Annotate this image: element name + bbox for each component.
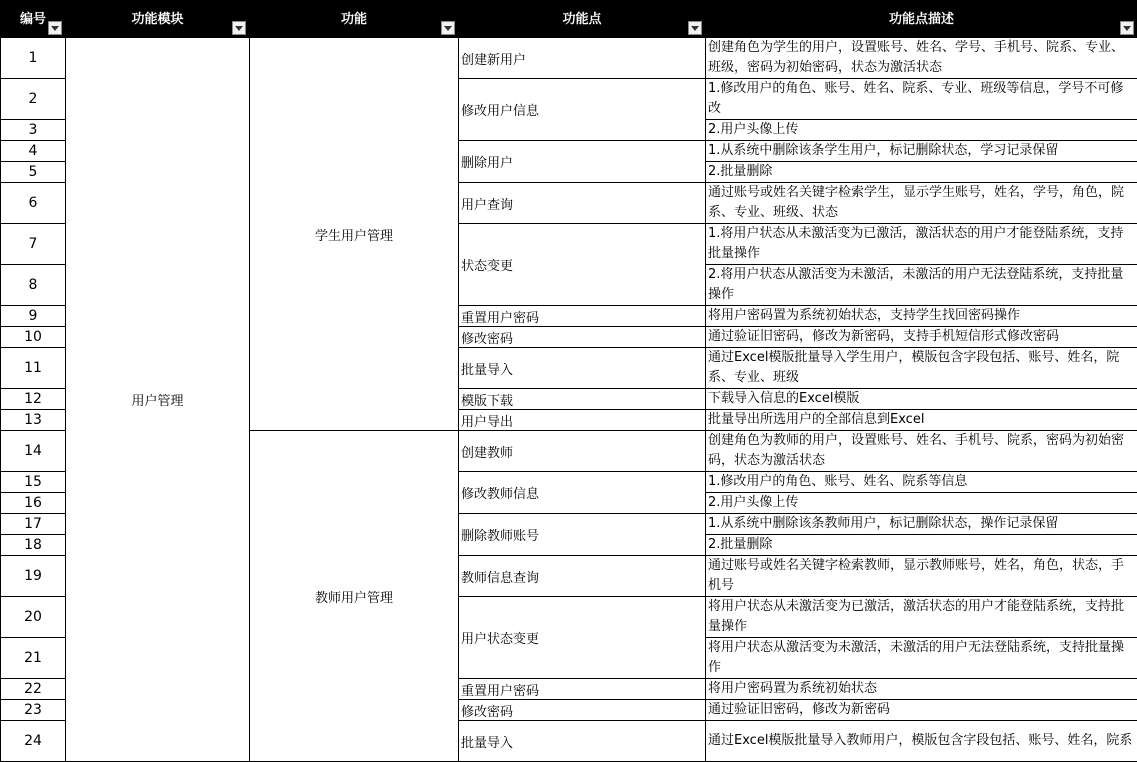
row-number-cell[interactable]: 22 — [1, 679, 66, 700]
function-point-cell[interactable]: 教师信息查询 — [459, 556, 706, 597]
row-number-cell[interactable]: 20 — [1, 597, 66, 638]
description-cell[interactable]: 2.将用户状态从激活变为未激活，未激活的用户无法登陆系统，支持批量操作 — [706, 265, 1137, 306]
filter-dropdown-icon[interactable] — [48, 21, 62, 35]
description-cell[interactable]: 通过验证旧密码，修改为新密码，支持手机短信形式修改密码 — [706, 327, 1137, 348]
description-cell[interactable]: 2.用户头像上传 — [706, 493, 1137, 514]
description-cell[interactable]: 通过账号或姓名关键字检索学生，显示学生账号，姓名，学号，角色，院系、专业、班级、状态 — [706, 183, 1137, 224]
filter-dropdown-icon[interactable] — [688, 21, 702, 35]
row-number-cell[interactable]: 4 — [1, 141, 66, 162]
function-point-cell[interactable]: 删除用户 — [459, 141, 706, 183]
row-number-cell[interactable]: 15 — [1, 472, 66, 493]
row-number-cell[interactable]: 24 — [1, 721, 66, 762]
header-cell-function[interactable] — [250, 1, 459, 38]
description-cell[interactable]: 将用户密码置为系统初始状态，支持学生找回密码操作 — [706, 306, 1137, 327]
header-label: 功能 — [341, 8, 367, 27]
description-cell[interactable]: 2.批量删除 — [706, 535, 1137, 556]
row-number-cell[interactable]: 14 — [1, 431, 66, 472]
description-cell[interactable]: 下载导入信息的Excel模版 — [706, 389, 1137, 410]
row-number-cell[interactable]: 6 — [1, 183, 66, 224]
function-point-cell[interactable]: 用户状态变更 — [459, 597, 706, 679]
description-cell[interactable]: 1.从系统中删除该条学生用户，标记删除状态，学习记录保留 — [706, 141, 1137, 162]
description-cell[interactable]: 2.用户头像上传 — [706, 120, 1137, 141]
header-row — [1, 1, 1137, 38]
function-point-cell[interactable]: 重置用户密码 — [459, 306, 706, 327]
function-point-cell[interactable]: 批量导入 — [459, 721, 706, 762]
function-point-cell[interactable]: 批量导入 — [459, 348, 706, 389]
module-cell[interactable]: 用户管理 — [66, 38, 250, 762]
row-number-cell[interactable]: 1 — [1, 38, 66, 79]
function-point-cell[interactable]: 创建新用户 — [459, 38, 706, 79]
function-point-cell[interactable]: 修改密码 — [459, 700, 706, 721]
row-number-cell[interactable]: 2 — [1, 79, 66, 120]
description-cell[interactable]: 通过Excel模版批量导入学生用户，模版包含字段包括、账号、姓名，院系、专业、班级 — [706, 348, 1137, 389]
row-number-cell[interactable]: 19 — [1, 556, 66, 597]
function-point-cell[interactable]: 用户查询 — [459, 183, 706, 224]
description-cell[interactable]: 通过Excel模版批量导入教师用户，模版包含字段包括、账号、姓名，院系 — [706, 721, 1137, 762]
description-cell[interactable]: 将用户密码置为系统初始状态 — [706, 679, 1137, 700]
row-number-cell[interactable]: 12 — [1, 389, 66, 410]
description-cell[interactable]: 批量导出所选用户的全部信息到Excel — [706, 410, 1137, 431]
description-cell[interactable]: 创建角色为学生的用户，设置账号、姓名、学号、手机号、院系、专业、班级，密码为初始密码，状态为激活状态 — [706, 38, 1137, 79]
description-cell[interactable]: 2.批量删除 — [706, 162, 1137, 183]
row-number-cell[interactable]: 21 — [1, 638, 66, 679]
row-number-cell[interactable]: 23 — [1, 700, 66, 721]
row-number-cell[interactable]: 11 — [1, 348, 66, 389]
header-cell-point[interactable] — [459, 1, 706, 38]
filter-dropdown-icon[interactable] — [441, 21, 455, 35]
header-cell-number[interactable] — [1, 1, 66, 38]
table-row — [1, 38, 1137, 79]
header-cell-module[interactable] — [66, 1, 250, 38]
row-number-cell[interactable]: 17 — [1, 514, 66, 535]
description-cell[interactable]: 通过验证旧密码，修改为新密码 — [706, 700, 1137, 721]
function-point-cell[interactable]: 修改用户信息 — [459, 79, 706, 141]
description-cell[interactable]: 将用户状态从未激活变为已激活，激活状态的用户才能登陆系统，支持批量操作 — [706, 597, 1137, 638]
filter-dropdown-icon[interactable] — [232, 21, 246, 35]
filter-dropdown-icon[interactable] — [1120, 21, 1134, 35]
header-label: 功能点 — [562, 8, 601, 27]
header-cell-description[interactable] — [706, 1, 1137, 38]
description-cell[interactable]: 1.修改用户的角色、账号、姓名、院系等信息 — [706, 472, 1137, 493]
function-point-cell[interactable]: 修改教师信息 — [459, 472, 706, 514]
function-cell[interactable]: 教师用户管理 — [250, 431, 459, 762]
description-cell[interactable]: 创建角色为教师的用户，设置账号、姓名、手机号、院系，密码为初始密码，状态为激活状态 — [706, 431, 1137, 472]
function-point-cell[interactable]: 用户导出 — [459, 410, 706, 431]
row-number-cell[interactable]: 10 — [1, 327, 66, 348]
function-point-cell[interactable]: 模版下载 — [459, 389, 706, 410]
function-point-cell[interactable]: 状态变更 — [459, 224, 706, 306]
row-number-cell[interactable]: 16 — [1, 493, 66, 514]
description-cell[interactable]: 通过账号或姓名关键字检索教师，显示教师账号，姓名，角色，状态，手机号 — [706, 556, 1137, 597]
header-label: 功能模块 — [131, 8, 183, 27]
row-number-cell[interactable]: 7 — [1, 224, 66, 265]
row-number-cell[interactable]: 18 — [1, 535, 66, 556]
row-number-cell[interactable]: 3 — [1, 120, 66, 141]
function-point-cell[interactable]: 修改密码 — [459, 327, 706, 348]
function-point-cell[interactable]: 删除教师账号 — [459, 514, 706, 556]
description-cell[interactable]: 1.从系统中删除该条教师用户，标记删除状态，操作记录保留 — [706, 514, 1137, 535]
header-label: 编号 — [20, 8, 46, 27]
row-number-cell[interactable]: 8 — [1, 265, 66, 306]
function-point-cell[interactable]: 创建教师 — [459, 431, 706, 472]
row-number-cell[interactable]: 9 — [1, 306, 66, 327]
row-number-cell[interactable]: 13 — [1, 410, 66, 431]
description-cell[interactable]: 将用户状态从激活变为未激活，未激活的用户无法登陆系统，支持批量操作 — [706, 638, 1137, 679]
function-point-cell[interactable]: 重置用户密码 — [459, 679, 706, 700]
header-label: 功能点描述 — [889, 8, 954, 27]
description-cell[interactable]: 1.将用户状态从未激活变为已激活，激活状态的用户才能登陆系统，支持批量操作 — [706, 224, 1137, 265]
function-cell[interactable]: 学生用户管理 — [250, 38, 459, 431]
description-cell[interactable]: 1.修改用户的角色、账号、姓名、院系、专业、班级等信息，学号不可修改 — [706, 79, 1137, 120]
row-number-cell[interactable]: 5 — [1, 162, 66, 183]
